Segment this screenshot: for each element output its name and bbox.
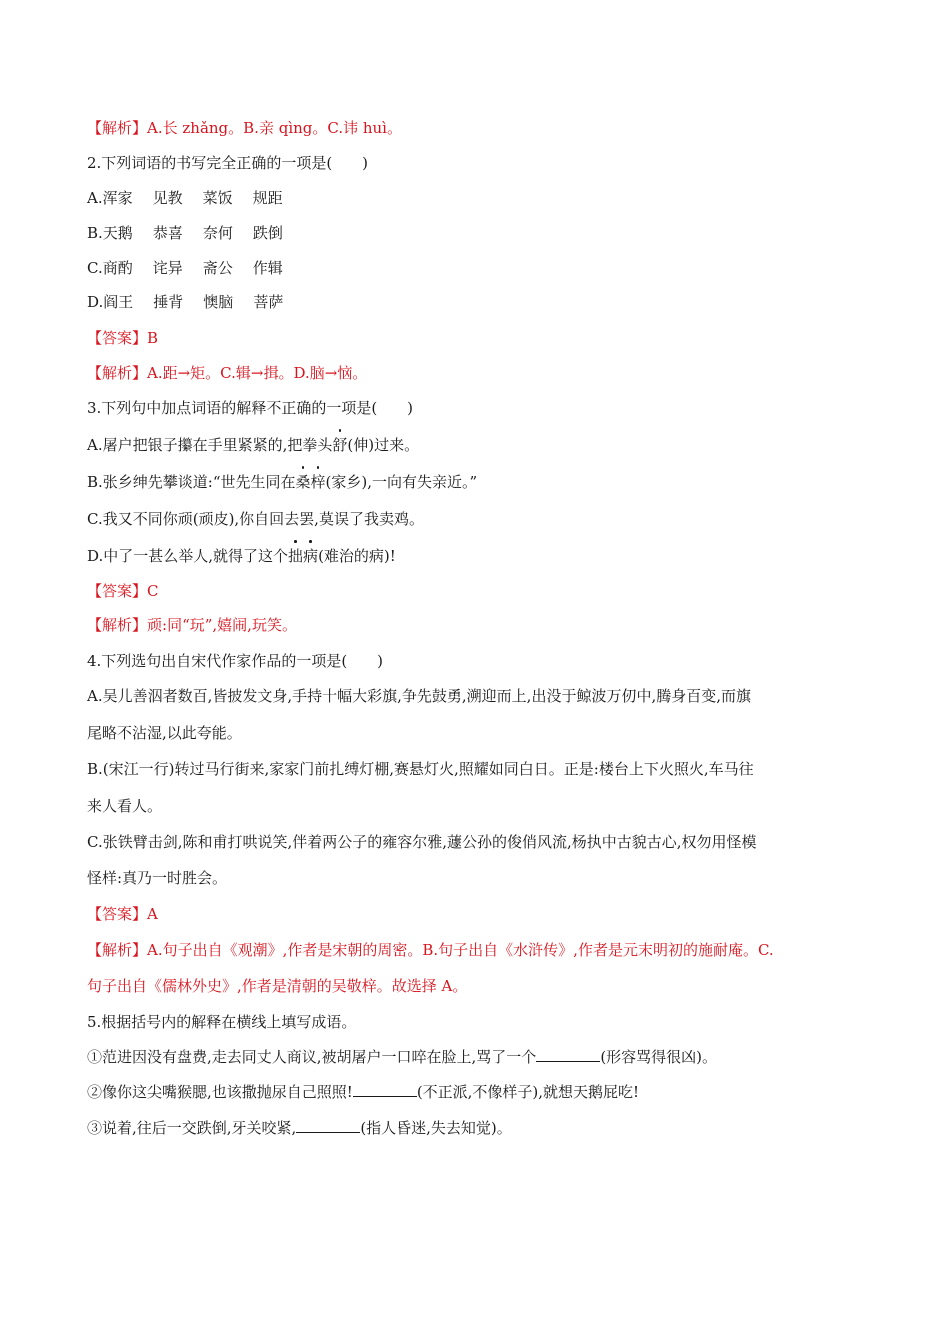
dotted-word: 桑梓 — [295, 473, 326, 491]
q5-item-2: ②像你这尖嘴猴腮,也该撒抛尿自己照照! (不正派,不像样子),就想天鹅屁吃! — [87, 1083, 640, 1101]
q2-option-b: B.天鹅 恭喜 奈何 跌倒 — [87, 224, 283, 242]
q5-stem: 5.根据括号内的解释在横线上填写成语。 — [87, 1013, 357, 1031]
analysis-tag: 【解析】 — [87, 364, 148, 382]
dotted-word: 拙病 — [288, 547, 319, 565]
q5-item-3: ③说着,往后一交跌倒,牙关咬紧, (指人昏迷,失去知觉)。 — [87, 1119, 512, 1137]
q3-answer — [87, 580, 159, 602]
answer-value: C — [147, 582, 159, 600]
q4-analysis-line2: 句子出自《儒林外史》,作者是清朝的吴敬梓。故选择 A。 — [87, 977, 468, 995]
q4-analysis-line1 — [87, 939, 774, 961]
analysis-tag: 【解析】 — [87, 941, 148, 959]
q4-option-c-line1: C.张铁臂击剑,陈和甫打哄说笑,伴着两公子的雍容尔雅,蘧公孙的俊俏风流,杨执中古貌古心,权勿用怪模 — [87, 833, 757, 851]
answer-blank[interactable] — [296, 1117, 360, 1133]
q4-option-c-line2: 怪样:真乃一时胜会。 — [87, 869, 228, 887]
analysis-tag: 【解析】 — [87, 616, 148, 634]
answer-tag: 【答案】 — [87, 582, 148, 600]
answer-blank[interactable] — [353, 1081, 417, 1097]
q3-option-a: A.屠户把银子攥在手里紧紧的,把拳头舒(伸)过来。 — [87, 436, 420, 454]
q3-stem: 3.下列句中加点词语的解释不正确的一项是( ) — [87, 399, 414, 417]
answer-tag: 【答案】 — [87, 329, 148, 347]
q2-option-d: D.阎王 捶背 懊脑 菩萨 — [87, 293, 284, 311]
answer-value: B — [147, 329, 159, 347]
q4-answer — [87, 903, 158, 925]
q2-option-c: C.商酌 诧异 斋公 作辑 — [87, 259, 283, 277]
q4-option-b-line2: 来人看人。 — [87, 797, 163, 815]
q2-option-a: A.浑家 见教 菜饭 规距 — [87, 189, 283, 207]
q2-answer — [87, 327, 158, 349]
q3-option-b: B.张乡绅先攀谈道:“世先生同在桑梓(家乡),一向有失亲近。” — [87, 473, 478, 491]
analysis-text: A.长 zhǎng。B.亲 qìng。C.讳 huì。 — [147, 119, 402, 137]
q5-item-1: ①范进因没有盘费,走去同丈人商议,被胡屠户一口啐在脸上,骂了一个 (形容骂得很凶)。 — [87, 1048, 718, 1066]
q2-analysis — [87, 362, 367, 384]
q3-option-d: D.中了一甚么举人,就得了这个拙病(难治的病)! — [87, 547, 396, 565]
q3-analysis — [87, 614, 297, 636]
analysis-text: A.句子出自《观潮》,作者是宋朝的周密。B.句子出自《水浒传》,作者是元末明初的施耐庵。C. — [147, 941, 774, 959]
dotted-word: 舒 — [332, 436, 348, 454]
q4-stem: 4.下列选句出自宋代作家作品的一项是( ) — [87, 652, 384, 670]
q1-analysis — [87, 117, 402, 139]
q4-option-a-line1: A.吴儿善泅者数百,皆披发文身,手持十幅大彩旗,争先鼓勇,溯迎而上,出没于鲸波万仞中,腾身百变,而旗 — [87, 687, 751, 705]
analysis-tag: 【解析】 — [87, 119, 148, 137]
answer-tag: 【答案】 — [87, 905, 148, 923]
q4-option-b-line1: B.(宋江一行)转过马行街来,家家门前扎缚灯棚,赛悬灯火,照耀如同白日。正是:楼台上下火照火,车马往 — [87, 760, 754, 778]
answer-blank[interactable] — [536, 1046, 600, 1062]
analysis-text: 顽:同“玩”,嬉闹,玩笑。 — [147, 616, 297, 634]
q2-stem: 2.下列词语的书写完全正确的一项是( ) — [87, 154, 369, 172]
answer-value: A — [147, 905, 158, 923]
q3-option-c: C.我又不同你顽(顽皮),你自回去罢,莫误了我卖鸡。 — [87, 510, 424, 528]
analysis-text: A.距→矩。C.辑→揖。D.脑→恼。 — [147, 364, 368, 382]
q4-option-a-line2: 尾略不沾湿,以此夸能。 — [87, 724, 242, 742]
